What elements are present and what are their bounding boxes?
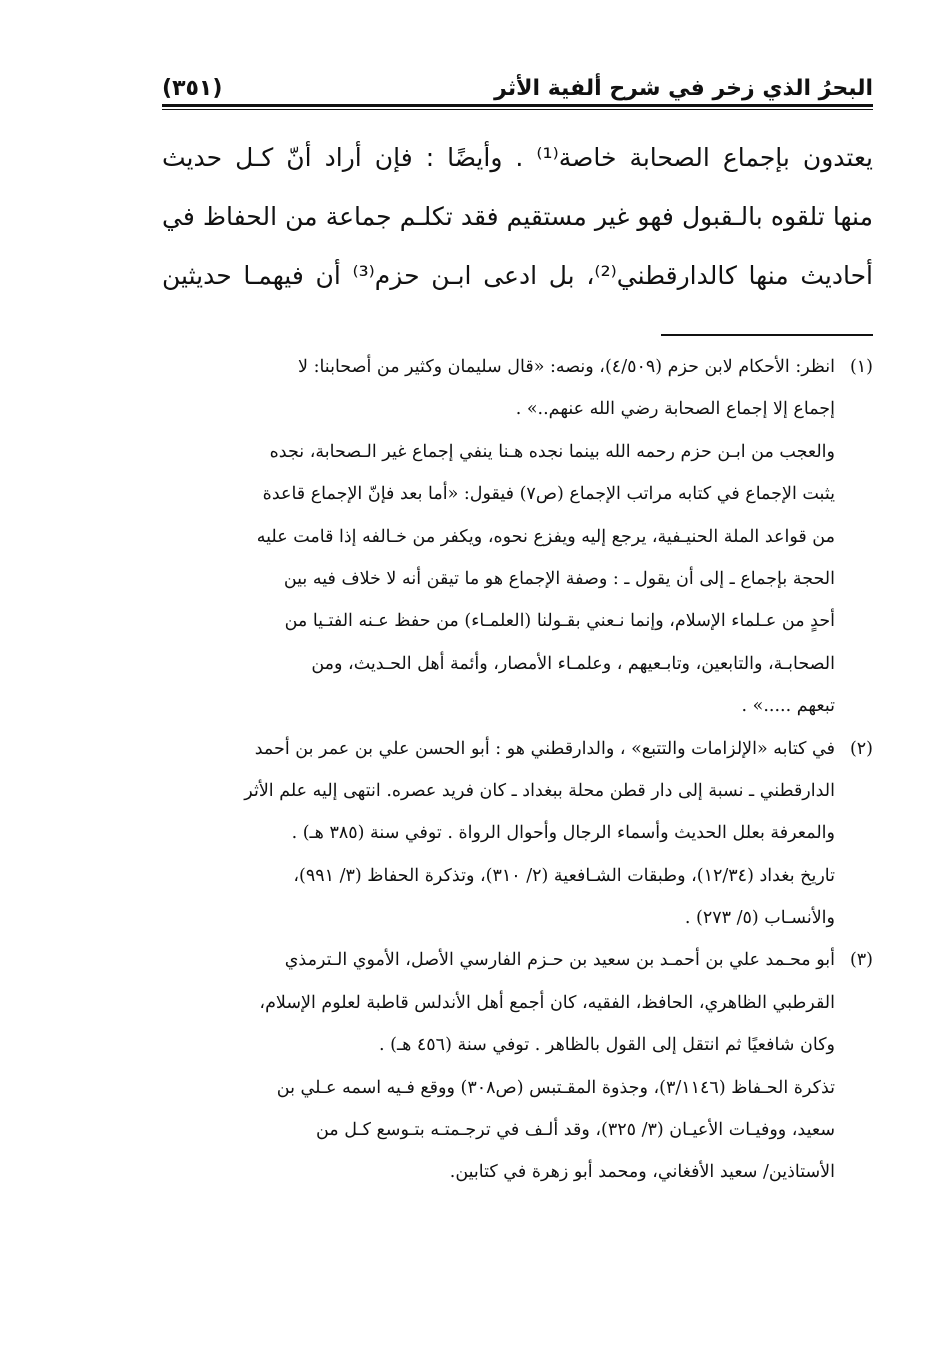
header-rule-thin xyxy=(162,109,873,110)
header-rule xyxy=(162,104,873,107)
footnote-line: تذكرة الحـفاظ (٣/١١٤٦)، وجذوة المقـتبس (ص٣٠٨) ووقع فـيه اسمه عـلي بن xyxy=(276,1077,835,1098)
footnotes xyxy=(162,346,873,1194)
footnote-line: والأنسـاب (٥/ ٢٧٣) . xyxy=(684,908,835,929)
footnote-line: تاريخ بغداد (١٢/٣٤)، وطبقات الشـافعية (٢/ ٣١٠)، وتذكرة الحفاظ (٣/ ٩٩١)، xyxy=(293,865,835,886)
main-text xyxy=(162,128,873,305)
footnote-line: وكان شافعيًا ثم انتقل إلى القول بالظاهر . توفي سنة (٤٥٦ هـ) . xyxy=(379,1035,835,1056)
footnote-number: (١) xyxy=(849,357,873,377)
footnote-line: إجماع إلا إجماع الصحابة رضي الله عنهم..» . xyxy=(515,399,835,420)
main-text-line: يعتدون بإجماع الصحابة خاصة⁽¹⁾ . وأيضًا : فإن أراد أنّ كـل حديث xyxy=(162,143,873,172)
footnote-line: الصحابـة، والتابعين، وتابـعيهم ، وعلمـاء الأمصار، وأئمة أهل الحـديث، ومن xyxy=(311,653,835,674)
footnote-line: تبعهم .....» . xyxy=(741,696,835,717)
footnote-line: الحجة بإجماع ـ إلى أن يقول ـ : وصفة الإجماع هو ما تيقن أنه لا خلاف فيه بين xyxy=(283,568,835,589)
footnote-separator xyxy=(661,334,873,336)
footnote-line: من قواعد الملة الحنيـفية، يرجع إليه ويفزع نحوه، ويكفر من خـالفه إذا قامت عليه xyxy=(256,526,835,547)
footnote-2 xyxy=(162,728,873,940)
footnote-line xyxy=(162,346,873,388)
main-text-line: منها تلقوه بالـقبول فهو غير مستقيم فقد تكلـم جماعة من الحفاظ في xyxy=(162,202,873,231)
footnote-line: القرطبي الظاهري، الحافظ، الفقيه، كان أجمع أهل الأندلس قاطبة لعلوم الإسلام، xyxy=(259,992,835,1013)
footnote-text: انظر: الأحكام لابن حزم (٤/٥٠٩)، ونصه: «قال سليمان وكثير من أصحابنا: لا xyxy=(298,357,835,377)
footnote-text: في كتابه «الإلزامات والتتبع» ، والدارقطني هو : أبو الحسن علي بن عمر بن أحمد xyxy=(254,738,835,759)
footnote-text: أبو محـمد علي بن أحمـد بن سعيد بن حـزم الفارسي الأصل، الأموي الـترمذي xyxy=(284,950,835,971)
footnote-number: (٢) xyxy=(849,738,873,759)
footnote-line: الدارقطني ـ نسبة إلى دار قطن محلة ببغداد ـ كان فريد عصره. انتهى إليه علم الأثر xyxy=(244,780,835,801)
page-number: (٣٥١) xyxy=(162,76,223,101)
footnote-line: سعيد، ووفيـات الأعيـان (٣/ ٣٢٥)، وقد ألـف في ترجـمتـه بتـوسع كـل من xyxy=(315,1120,835,1141)
footnote-line: والمعرفة بعلل الحديث وأسماء الرجال وأحوال الرواة . توفي سنة (٣٨٥ هـ) . xyxy=(291,823,835,844)
footnote-number: (٣) xyxy=(849,950,873,971)
main-text-line: أحاديث منها كالدارقطني⁽²⁾، بل ادعى ابـن حزم⁽³⁾ أن فيهمـا حديثين xyxy=(162,261,873,290)
footnote-line: أحدٍ من عـلماء الإسلام، وإنما نـعني بقـولنا (العلمـاء) من حفظ عـنه الفتـيا من xyxy=(284,611,835,632)
footnote-line xyxy=(162,728,873,770)
footnote-1 xyxy=(162,346,873,728)
footnote-3 xyxy=(162,939,873,1193)
footnote-line: يثبت الإجماع في كتابه مراتب الإجماع (ص٧) فيقول: «أما بعد فإنّ الإجماع قاعدة xyxy=(262,484,835,505)
footnote-line: والعجب من ابـن حزم رحمه الله بينما نجده هـنا ينفي إجماع غير الـصحابة، نجده xyxy=(269,441,835,462)
footnote-line: الأستاذين/ سعيد الأفغاني، ومحمد أبو زهرة في كتابين. xyxy=(449,1162,835,1183)
footnote-line xyxy=(162,939,873,981)
header-title: البحرُ الذي زخر في شرح ألفية الأثر xyxy=(494,76,873,101)
